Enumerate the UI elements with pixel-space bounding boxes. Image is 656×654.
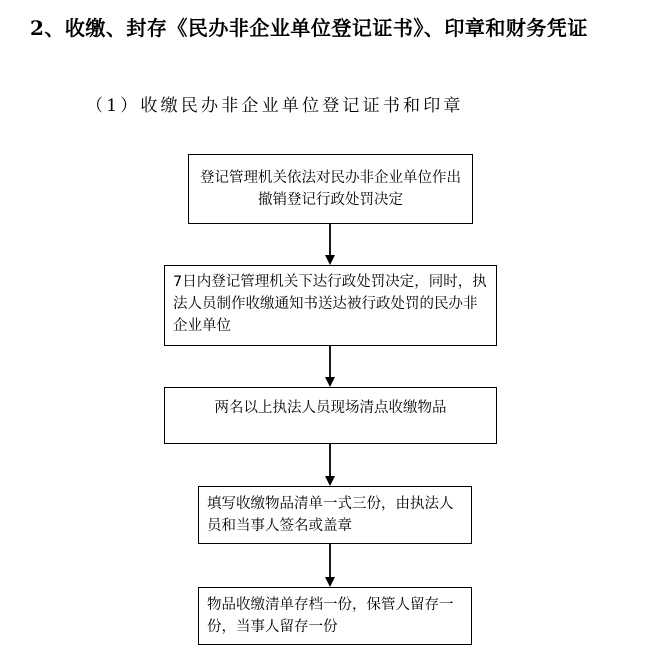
arrow-step2-to-step3 bbox=[325, 346, 335, 387]
section-heading: 2、收缴、封存《民办非企业单位登记证书》、印章和财务凭证 bbox=[30, 16, 588, 40]
arrow-step3-to-step4 bbox=[325, 444, 335, 486]
section-subheading: （1）收缴民办非企业单位登记证书和印章 bbox=[86, 96, 464, 116]
arrow-step4-to-step5 bbox=[325, 544, 335, 587]
flow-step-4 bbox=[198, 486, 472, 544]
flow-step-1 bbox=[188, 154, 473, 224]
flow-step-1-text: 登记管理机关依法对民办非企业单位作出撤销登记行政处罚决定 bbox=[200, 170, 461, 208]
flow-step-2-text: 7日内登记管理机关下达行政处罚决定，同时，执法人员制作收缴通知书送达被行政处罚的民办非企业单位 bbox=[173, 274, 487, 334]
arrow-step1-to-step2 bbox=[325, 224, 335, 265]
flow-step-4-text: 填写收缴物品清单一式三份，由执法人员和当事人签名或盖章 bbox=[207, 496, 454, 534]
flow-step-3-text: 两名以上执法人员现场清点收缴物品 bbox=[214, 400, 447, 416]
flow-step-5 bbox=[198, 587, 472, 645]
flow-step-3 bbox=[164, 387, 497, 444]
flow-step-2 bbox=[164, 265, 497, 346]
flow-step-5-text: 物品收缴清单存档一份，保管人留存一份，当事人留存一份 bbox=[207, 597, 454, 635]
